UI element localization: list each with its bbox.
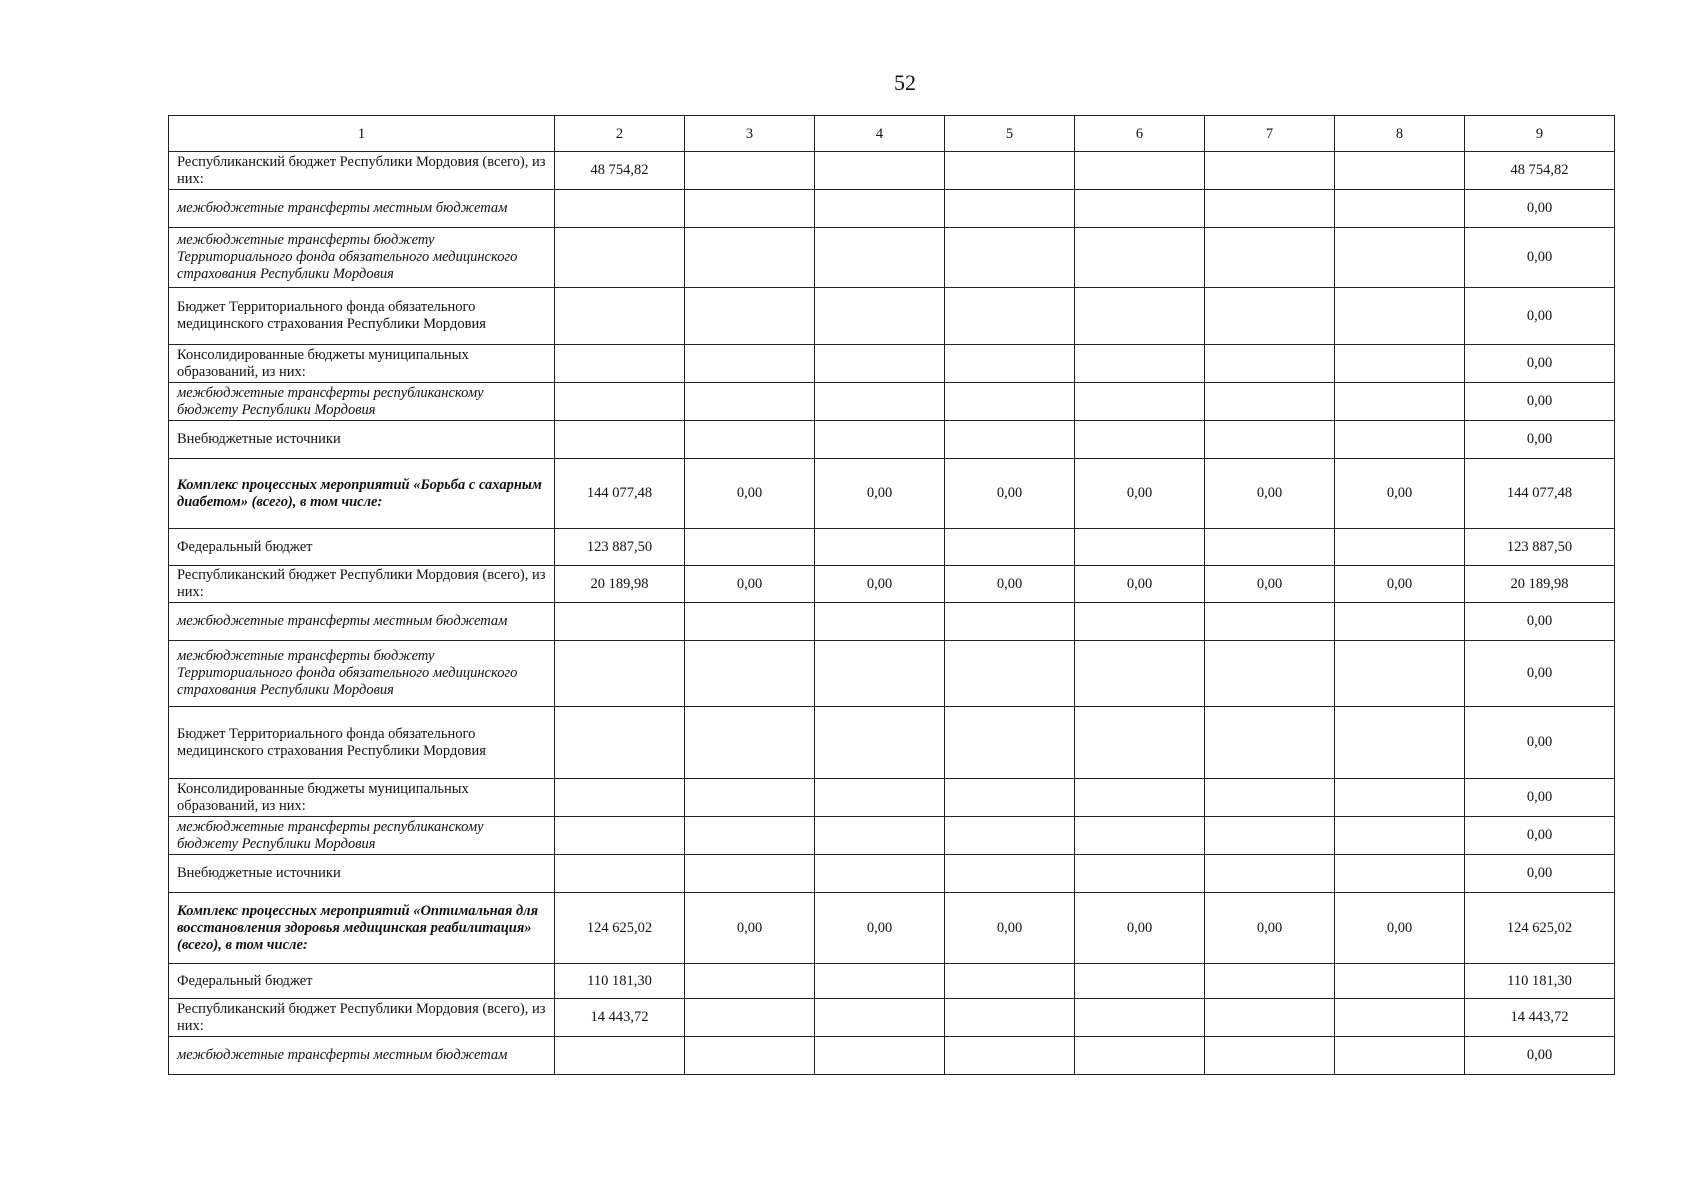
value-cell-col-2: 48 754,82 bbox=[555, 152, 685, 190]
row-label-cell: Бюджет Территориального фонда обязательного медицинского страхования Республики Мордовия bbox=[169, 288, 555, 345]
value-cell-col-4 bbox=[815, 641, 945, 707]
value-cell-col-2 bbox=[555, 603, 685, 641]
value-cell-col-4 bbox=[815, 779, 945, 817]
table-row bbox=[169, 779, 1615, 817]
value-cell-col-8 bbox=[1335, 999, 1465, 1037]
value-cell-col-5 bbox=[945, 345, 1075, 383]
value-cell-col-9: 0,00 bbox=[1465, 855, 1615, 893]
value-cell-col-7 bbox=[1205, 603, 1335, 641]
value-cell-col-8 bbox=[1335, 707, 1465, 779]
table-row bbox=[169, 707, 1615, 779]
value-cell-col-9: 0,00 bbox=[1465, 190, 1615, 228]
table-row bbox=[169, 964, 1615, 999]
value-cell-col-3 bbox=[685, 345, 815, 383]
value-cell-col-5 bbox=[945, 964, 1075, 999]
column-header-6: 6 bbox=[1075, 116, 1205, 152]
value-cell-col-7 bbox=[1205, 707, 1335, 779]
value-cell-col-6 bbox=[1075, 345, 1205, 383]
value-cell-col-9: 48 754,82 bbox=[1465, 152, 1615, 190]
value-cell-col-9: 124 625,02 bbox=[1465, 893, 1615, 964]
value-cell-col-7: 0,00 bbox=[1205, 893, 1335, 964]
value-cell-col-5 bbox=[945, 603, 1075, 641]
page-number: 52 bbox=[894, 70, 916, 95]
table-row bbox=[169, 999, 1615, 1037]
value-cell-col-7: 0,00 bbox=[1205, 566, 1335, 603]
value-cell-col-2 bbox=[555, 641, 685, 707]
value-cell-col-3 bbox=[685, 1037, 815, 1075]
value-cell-col-9: 0,00 bbox=[1465, 603, 1615, 641]
table-row bbox=[169, 566, 1615, 603]
column-header-4: 4 bbox=[815, 116, 945, 152]
value-cell-col-2: 20 189,98 bbox=[555, 566, 685, 603]
value-cell-col-5: 0,00 bbox=[945, 566, 1075, 603]
value-cell-col-2 bbox=[555, 1037, 685, 1075]
value-cell-col-3 bbox=[685, 529, 815, 566]
value-cell-col-2 bbox=[555, 383, 685, 421]
value-cell-col-5: 0,00 bbox=[945, 893, 1075, 964]
value-cell-col-4 bbox=[815, 421, 945, 459]
value-cell-col-7 bbox=[1205, 152, 1335, 190]
value-cell-col-6 bbox=[1075, 964, 1205, 999]
value-cell-col-9: 0,00 bbox=[1465, 817, 1615, 855]
value-cell-col-9: 0,00 bbox=[1465, 1037, 1615, 1075]
value-cell-col-9: 0,00 bbox=[1465, 421, 1615, 459]
value-cell-col-8: 0,00 bbox=[1335, 893, 1465, 964]
row-label-cell: межбюджетные трансферты бюджету Территориального фонда обязательного медицинского страхования Республики Мордовия bbox=[169, 641, 555, 707]
row-label-cell: Республиканский бюджет Республики Мордовия (всего), из них: bbox=[169, 152, 555, 190]
value-cell-col-8 bbox=[1335, 817, 1465, 855]
value-cell-col-4 bbox=[815, 964, 945, 999]
value-cell-col-2: 144 077,48 bbox=[555, 459, 685, 529]
value-cell-col-8 bbox=[1335, 641, 1465, 707]
row-label-cell: межбюджетные трансферты республиканскому бюджету Республики Мордовия bbox=[169, 383, 555, 421]
row-label-cell: Консолидированные бюджеты муниципальных образований, из них: bbox=[169, 779, 555, 817]
value-cell-col-6: 0,00 bbox=[1075, 459, 1205, 529]
table-row bbox=[169, 1037, 1615, 1075]
value-cell-col-8 bbox=[1335, 603, 1465, 641]
value-cell-col-3 bbox=[685, 228, 815, 288]
value-cell-col-2: 123 887,50 bbox=[555, 529, 685, 566]
value-cell-col-3 bbox=[685, 779, 815, 817]
value-cell-col-5 bbox=[945, 190, 1075, 228]
value-cell-col-9: 0,00 bbox=[1465, 383, 1615, 421]
value-cell-col-4: 0,00 bbox=[815, 893, 945, 964]
value-cell-col-5 bbox=[945, 641, 1075, 707]
value-cell-col-7 bbox=[1205, 817, 1335, 855]
row-label-cell: Комплекс процессных мероприятий «Борьба с сахарным диабетом» (всего), в том числе: bbox=[169, 459, 555, 529]
row-label-cell: Внебюджетные источники bbox=[169, 421, 555, 459]
value-cell-col-3: 0,00 bbox=[685, 459, 815, 529]
value-cell-col-3 bbox=[685, 707, 815, 779]
value-cell-col-3 bbox=[685, 817, 815, 855]
value-cell-col-2 bbox=[555, 190, 685, 228]
value-cell-col-7 bbox=[1205, 421, 1335, 459]
value-cell-col-5 bbox=[945, 999, 1075, 1037]
value-cell-col-6: 0,00 bbox=[1075, 893, 1205, 964]
value-cell-col-9: 0,00 bbox=[1465, 641, 1615, 707]
value-cell-col-3 bbox=[685, 641, 815, 707]
value-cell-col-4 bbox=[815, 999, 945, 1037]
row-label-cell: Комплекс процессных мероприятий «Оптимальная для восстановления здоровья медицинская реабилитация» (всего), в том числе: bbox=[169, 893, 555, 964]
value-cell-col-5 bbox=[945, 1037, 1075, 1075]
value-cell-col-8 bbox=[1335, 421, 1465, 459]
row-label-cell: межбюджетные трансферты бюджету Территориального фонда обязательного медицинского страхования Республики Мордовия bbox=[169, 228, 555, 288]
value-cell-col-4 bbox=[815, 529, 945, 566]
value-cell-col-2 bbox=[555, 288, 685, 345]
value-cell-col-9: 0,00 bbox=[1465, 288, 1615, 345]
value-cell-col-4 bbox=[815, 228, 945, 288]
value-cell-col-7: 0,00 bbox=[1205, 459, 1335, 529]
table-row bbox=[169, 817, 1615, 855]
column-header-1: 1 bbox=[169, 116, 555, 152]
value-cell-col-2 bbox=[555, 707, 685, 779]
value-cell-col-8 bbox=[1335, 228, 1465, 288]
value-cell-col-3: 0,00 bbox=[685, 566, 815, 603]
value-cell-col-6 bbox=[1075, 641, 1205, 707]
value-cell-col-4 bbox=[815, 190, 945, 228]
value-cell-col-8: 0,00 bbox=[1335, 566, 1465, 603]
value-cell-col-7 bbox=[1205, 855, 1335, 893]
row-label-cell: Республиканский бюджет Республики Мордовия (всего), из них: bbox=[169, 999, 555, 1037]
value-cell-col-6 bbox=[1075, 421, 1205, 459]
table-row bbox=[169, 893, 1615, 964]
row-label-cell: Федеральный бюджет bbox=[169, 964, 555, 999]
value-cell-col-5 bbox=[945, 383, 1075, 421]
table-row bbox=[169, 459, 1615, 529]
value-cell-col-6 bbox=[1075, 817, 1205, 855]
value-cell-col-4 bbox=[815, 603, 945, 641]
value-cell-col-7 bbox=[1205, 529, 1335, 566]
value-cell-col-7 bbox=[1205, 964, 1335, 999]
value-cell-col-6 bbox=[1075, 779, 1205, 817]
table-row bbox=[169, 228, 1615, 288]
value-cell-col-3 bbox=[685, 603, 815, 641]
value-cell-col-2 bbox=[555, 779, 685, 817]
value-cell-col-9: 14 443,72 bbox=[1465, 999, 1615, 1037]
value-cell-col-8 bbox=[1335, 190, 1465, 228]
value-cell-col-5 bbox=[945, 707, 1075, 779]
value-cell-col-9: 0,00 bbox=[1465, 779, 1615, 817]
value-cell-col-3 bbox=[685, 383, 815, 421]
column-header-9: 9 bbox=[1465, 116, 1615, 152]
value-cell-col-5 bbox=[945, 817, 1075, 855]
value-cell-col-8 bbox=[1335, 964, 1465, 999]
value-cell-col-6 bbox=[1075, 152, 1205, 190]
value-cell-col-7 bbox=[1205, 1037, 1335, 1075]
value-cell-col-8 bbox=[1335, 288, 1465, 345]
value-cell-col-9: 0,00 bbox=[1465, 707, 1615, 779]
row-label-cell: межбюджетные трансферты местным бюджетам bbox=[169, 190, 555, 228]
value-cell-col-9: 20 189,98 bbox=[1465, 566, 1615, 603]
table-row bbox=[169, 529, 1615, 566]
value-cell-col-3 bbox=[685, 999, 815, 1037]
column-header-3: 3 bbox=[685, 116, 815, 152]
value-cell-col-3 bbox=[685, 190, 815, 228]
value-cell-col-5 bbox=[945, 421, 1075, 459]
row-label-cell: Республиканский бюджет Республики Мордовия (всего), из них: bbox=[169, 566, 555, 603]
value-cell-col-9: 0,00 bbox=[1465, 345, 1615, 383]
value-cell-col-7 bbox=[1205, 288, 1335, 345]
value-cell-col-4 bbox=[815, 288, 945, 345]
value-cell-col-2 bbox=[555, 817, 685, 855]
row-label-cell: межбюджетные трансферты местным бюджетам bbox=[169, 603, 555, 641]
value-cell-col-8 bbox=[1335, 855, 1465, 893]
value-cell-col-7 bbox=[1205, 999, 1335, 1037]
budget-table bbox=[168, 115, 1615, 1075]
value-cell-col-4 bbox=[815, 707, 945, 779]
value-cell-col-5: 0,00 bbox=[945, 459, 1075, 529]
value-cell-col-4 bbox=[815, 855, 945, 893]
column-number-header-row bbox=[169, 116, 1615, 152]
table-row bbox=[169, 190, 1615, 228]
table-body bbox=[169, 152, 1615, 1075]
value-cell-col-4 bbox=[815, 817, 945, 855]
value-cell-col-4 bbox=[815, 152, 945, 190]
value-cell-col-3 bbox=[685, 288, 815, 345]
row-label-cell: Консолидированные бюджеты муниципальных образований, из них: bbox=[169, 345, 555, 383]
value-cell-col-8 bbox=[1335, 152, 1465, 190]
row-label-cell: Федеральный бюджет bbox=[169, 529, 555, 566]
table-row bbox=[169, 421, 1615, 459]
value-cell-col-3 bbox=[685, 964, 815, 999]
value-cell-col-4 bbox=[815, 383, 945, 421]
value-cell-col-4: 0,00 bbox=[815, 459, 945, 529]
row-label-cell: Бюджет Территориального фонда обязательного медицинского страхования Республики Мордовия bbox=[169, 707, 555, 779]
value-cell-col-2: 124 625,02 bbox=[555, 893, 685, 964]
value-cell-col-6 bbox=[1075, 707, 1205, 779]
value-cell-col-6: 0,00 bbox=[1075, 566, 1205, 603]
column-header-7: 7 bbox=[1205, 116, 1335, 152]
value-cell-col-2 bbox=[555, 345, 685, 383]
value-cell-col-6 bbox=[1075, 855, 1205, 893]
value-cell-col-4: 0,00 bbox=[815, 566, 945, 603]
value-cell-col-2: 14 443,72 bbox=[555, 999, 685, 1037]
row-label-cell: межбюджетные трансферты республиканскому бюджету Республики Мордовия bbox=[169, 817, 555, 855]
table-row bbox=[169, 383, 1615, 421]
value-cell-col-6 bbox=[1075, 1037, 1205, 1075]
value-cell-col-8 bbox=[1335, 383, 1465, 421]
value-cell-col-7 bbox=[1205, 345, 1335, 383]
value-cell-col-6 bbox=[1075, 228, 1205, 288]
value-cell-col-7 bbox=[1205, 779, 1335, 817]
value-cell-col-3 bbox=[685, 421, 815, 459]
value-cell-col-5 bbox=[945, 855, 1075, 893]
value-cell-col-2 bbox=[555, 855, 685, 893]
value-cell-col-8 bbox=[1335, 779, 1465, 817]
table-row bbox=[169, 855, 1615, 893]
value-cell-col-2 bbox=[555, 421, 685, 459]
value-cell-col-9: 0,00 bbox=[1465, 228, 1615, 288]
column-header-5: 5 bbox=[945, 116, 1075, 152]
value-cell-col-3 bbox=[685, 855, 815, 893]
value-cell-col-2: 110 181,30 bbox=[555, 964, 685, 999]
value-cell-col-6 bbox=[1075, 999, 1205, 1037]
table-row bbox=[169, 603, 1615, 641]
value-cell-col-6 bbox=[1075, 288, 1205, 345]
value-cell-col-3: 0,00 bbox=[685, 893, 815, 964]
column-header-8: 8 bbox=[1335, 116, 1465, 152]
value-cell-col-5 bbox=[945, 779, 1075, 817]
row-label-cell: Внебюджетные источники bbox=[169, 855, 555, 893]
table-row bbox=[169, 345, 1615, 383]
value-cell-col-4 bbox=[815, 345, 945, 383]
value-cell-col-6 bbox=[1075, 383, 1205, 421]
table-row bbox=[169, 152, 1615, 190]
table-row bbox=[169, 641, 1615, 707]
value-cell-col-5 bbox=[945, 152, 1075, 190]
value-cell-col-7 bbox=[1205, 190, 1335, 228]
table-row bbox=[169, 288, 1615, 345]
value-cell-col-3 bbox=[685, 152, 815, 190]
column-header-2: 2 bbox=[555, 116, 685, 152]
value-cell-col-8: 0,00 bbox=[1335, 459, 1465, 529]
value-cell-col-6 bbox=[1075, 603, 1205, 641]
value-cell-col-7 bbox=[1205, 641, 1335, 707]
value-cell-col-5 bbox=[945, 529, 1075, 566]
value-cell-col-9: 110 181,30 bbox=[1465, 964, 1615, 999]
value-cell-col-5 bbox=[945, 228, 1075, 288]
value-cell-col-4 bbox=[815, 1037, 945, 1075]
value-cell-col-6 bbox=[1075, 529, 1205, 566]
value-cell-col-8 bbox=[1335, 345, 1465, 383]
value-cell-col-9: 123 887,50 bbox=[1465, 529, 1615, 566]
value-cell-col-8 bbox=[1335, 529, 1465, 566]
value-cell-col-8 bbox=[1335, 1037, 1465, 1075]
value-cell-col-6 bbox=[1075, 190, 1205, 228]
value-cell-col-7 bbox=[1205, 228, 1335, 288]
value-cell-col-2 bbox=[555, 228, 685, 288]
value-cell-col-5 bbox=[945, 288, 1075, 345]
value-cell-col-7 bbox=[1205, 383, 1335, 421]
row-label-cell: межбюджетные трансферты местным бюджетам bbox=[169, 1037, 555, 1075]
value-cell-col-9: 144 077,48 bbox=[1465, 459, 1615, 529]
